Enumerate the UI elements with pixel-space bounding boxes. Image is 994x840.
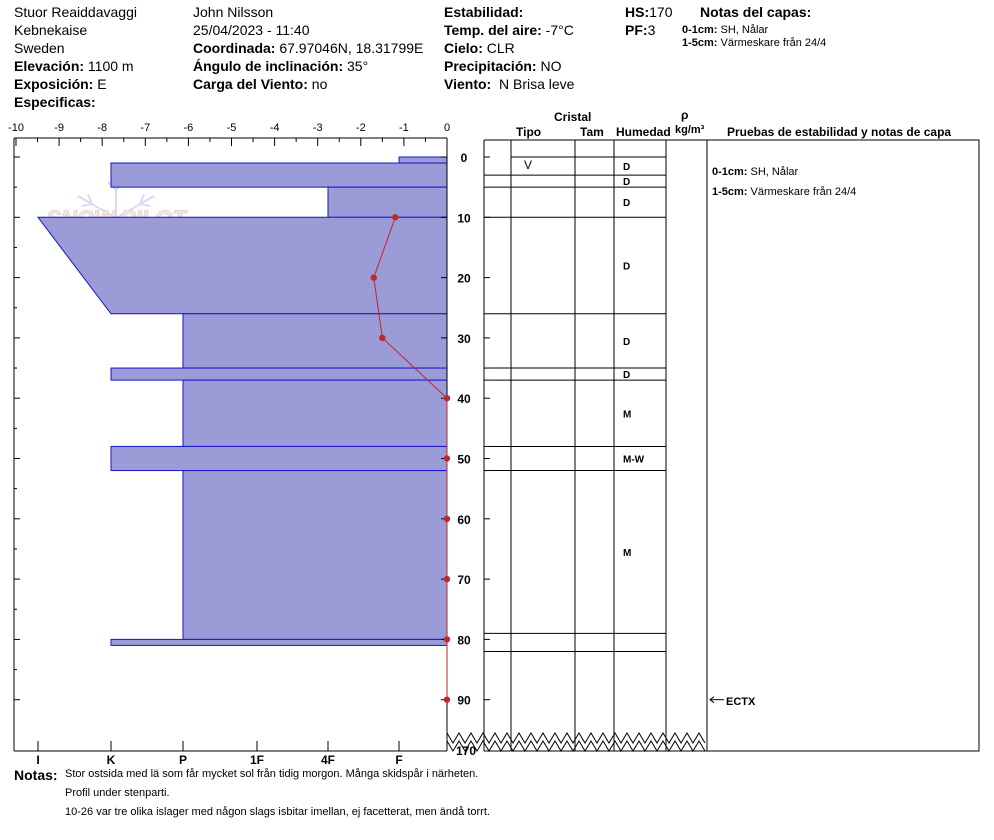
- temp-tick-label: -8: [97, 122, 108, 134]
- col-crystal: Cristal: [554, 110, 592, 124]
- depth-tick-label: 60: [457, 512, 471, 527]
- depth-tick-label: 70: [457, 573, 471, 588]
- hardness-tick-label: K: [106, 753, 116, 767]
- notes-label: Notas:: [14, 767, 58, 783]
- depth-tick-label: 0: [460, 151, 468, 165]
- coord-label: Coordinada:: [193, 40, 276, 56]
- hardness-tick-label: P: [178, 753, 188, 767]
- temp-tick-label: -7: [140, 122, 151, 134]
- hardness-bar: [111, 446, 447, 470]
- temp-tick-label: -2: [355, 122, 366, 134]
- depth-tick-label: 20: [457, 271, 471, 286]
- temp-tick-label: -6: [183, 122, 194, 134]
- note-line: Profil under stenparti.: [65, 787, 170, 799]
- layer-note: 0-1cm: SH, Nålar: [682, 24, 769, 36]
- slope-label: Ángulo de inclinación:: [193, 58, 344, 74]
- hardness-tick-label: 1F: [249, 753, 265, 767]
- temperature-point: [444, 576, 450, 582]
- hardness-bar: [111, 639, 447, 645]
- test-note: 1-5cm: Värmeskare från 24/4: [712, 186, 857, 198]
- observer: John Nilsson: [193, 4, 274, 20]
- col-density-symbol: ρ: [681, 108, 689, 122]
- temp-tick-label: -10: [8, 122, 24, 134]
- layer-notes-title: Notas del capas:: [700, 4, 812, 20]
- wind-label: Viento:: [444, 76, 492, 92]
- hardness-tick-label: 4F: [320, 753, 336, 767]
- depth-tick-label: 40: [457, 392, 471, 407]
- note-line: Stor ostsida med lä som får mycket sol från tidig morgon. Många skidspår i närheten.: [65, 768, 479, 780]
- temp-tick-label: -1: [399, 122, 409, 134]
- temp-tick-label: -4: [269, 122, 280, 134]
- temp-tick-label: -5: [226, 122, 237, 134]
- hardness-bar: [328, 187, 447, 217]
- hardness-tick-label: I: [36, 753, 40, 767]
- elevation-value: 1100 m: [87, 58, 134, 74]
- airtemp-label: Temp. del aire:: [444, 22, 542, 38]
- range: Kebnekaise: [14, 22, 88, 38]
- hardness-bar: [183, 314, 447, 368]
- wetness-label: M-W: [623, 454, 645, 466]
- col-wetness: Humedad: [616, 125, 671, 139]
- wetness-label: D: [623, 198, 631, 210]
- precip-value: NO: [540, 58, 562, 74]
- depth-bottom-label: 170: [455, 744, 477, 758]
- temperature-point: [444, 395, 450, 401]
- precip-label: Precipitación:: [444, 58, 537, 74]
- temperature-point: [371, 274, 377, 280]
- note-line: 10-26 var tre olika islager med någon slags isbitar imellan, ej facetterat, men ändå torrt.: [65, 806, 490, 818]
- sky-value: CLR: [486, 40, 515, 56]
- wetness-label: M: [623, 409, 632, 421]
- col-size: Tam: [580, 125, 604, 139]
- hardness-bar: [111, 163, 447, 187]
- col-density-unit: kg/m³: [675, 124, 705, 136]
- coord-value: 67.97046N, 18.31799E: [279, 40, 424, 56]
- airtemp-value: -7°C: [545, 22, 574, 38]
- temperature-point: [444, 455, 450, 461]
- specifics-label: Especificas:: [14, 94, 96, 110]
- hardness-tick-label: F: [395, 753, 403, 767]
- depth-tick-label: 50: [457, 452, 471, 467]
- temperature-point: [392, 214, 398, 220]
- temp-tick-label: 0: [443, 122, 451, 134]
- elevation-label: Elevación:: [14, 58, 85, 74]
- temperature-point: [444, 697, 450, 703]
- hardness-bar: [183, 471, 447, 640]
- windload-label: Carga del Viento:: [193, 76, 308, 92]
- windload-value: no: [311, 76, 328, 92]
- wetness-label: D: [623, 370, 631, 382]
- location: Stuor Reaiddavaggi: [14, 4, 137, 20]
- wetness-label: D: [623, 162, 631, 174]
- hardness-bar: [111, 368, 447, 380]
- hardness-profile: [38, 157, 447, 645]
- wetness-label: M: [623, 547, 632, 559]
- sky-label: Cielo:: [444, 40, 483, 56]
- tests-frame: [707, 140, 979, 751]
- aspect-label: Exposición:: [14, 76, 94, 92]
- stability-label: Estabilidad:: [444, 4, 524, 20]
- temp-tick-label: -9: [54, 122, 64, 134]
- depth-tick-label: 80: [457, 633, 471, 648]
- pf-value: 3: [647, 22, 656, 38]
- hardness-bar: [399, 157, 447, 163]
- temperature-point: [444, 516, 450, 522]
- layer-table: [447, 140, 979, 751]
- wetness-label: D: [623, 336, 631, 348]
- hs-label: HS:: [625, 4, 650, 20]
- country: Sweden: [14, 40, 65, 56]
- col-type: Tipo: [516, 125, 542, 139]
- hs-value: 170: [649, 4, 673, 20]
- temperature-point: [444, 636, 450, 642]
- pf-label: PF:: [625, 22, 648, 38]
- layer-note: 1-5cm: Värmeskare från 24/4: [682, 37, 827, 49]
- col-tests: Pruebas de estabilidad y notas de capa: [727, 125, 952, 139]
- hardness-bar: [38, 217, 447, 313]
- wetness-label: D: [623, 261, 631, 273]
- hardness-bar: [183, 380, 447, 446]
- depth-tick-label: 10: [457, 211, 471, 226]
- datetime: 25/04/2023 - 11:40: [193, 22, 310, 38]
- depth-tick-label: 30: [457, 331, 471, 346]
- wetness-label: D: [623, 177, 631, 189]
- temperature-point: [379, 335, 385, 341]
- grain-symbol: V: [523, 158, 533, 173]
- aspect-value: E: [97, 76, 107, 92]
- temp-tick-label: -3: [312, 122, 323, 134]
- slope-value: 35°: [347, 58, 369, 74]
- wind-value: N Brisa leve: [498, 76, 575, 92]
- depth-tick-label: 90: [457, 693, 471, 708]
- test-result-label: ECTX: [726, 696, 756, 708]
- test-note: 0-1cm: SH, Nålar: [712, 166, 799, 178]
